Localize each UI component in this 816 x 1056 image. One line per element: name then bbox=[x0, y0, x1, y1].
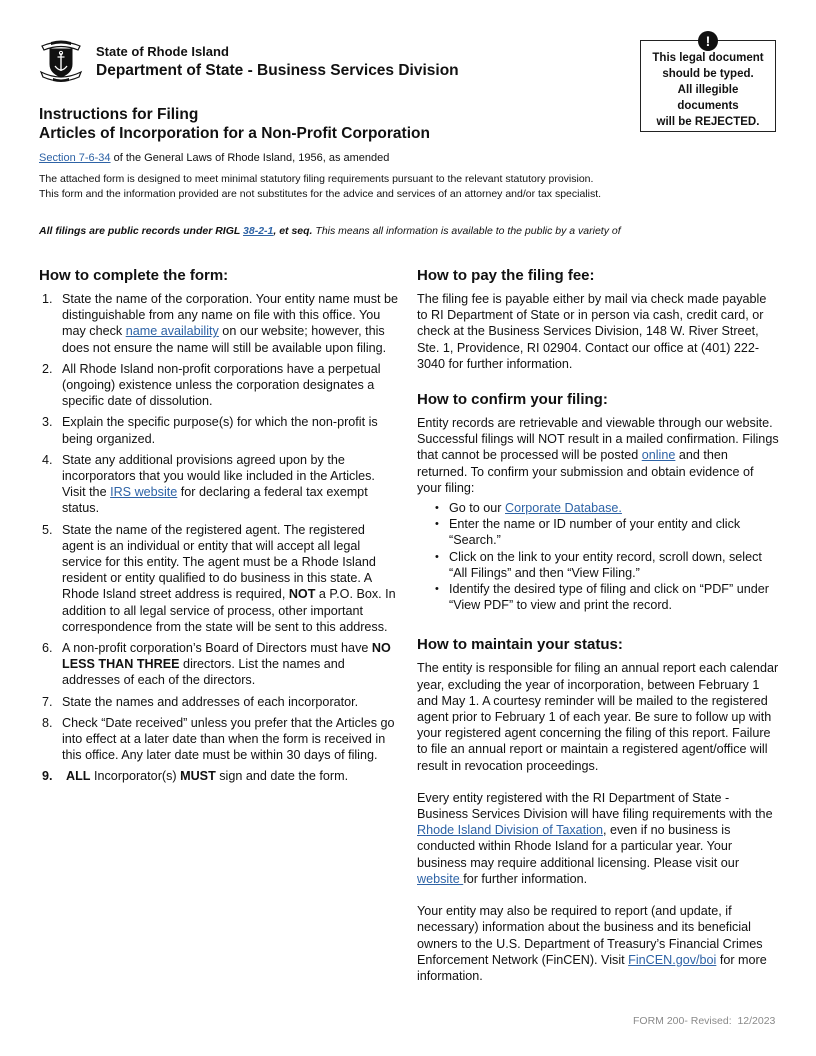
taxation-text-part: Every entity registered with the RI Department of State - Business Services Division will have filing requirements with the bbox=[417, 790, 773, 822]
step-number: 9. bbox=[42, 769, 53, 784]
statute-reference bbox=[39, 151, 389, 165]
step-text: Check “Date received” unless you prefer that the Articles go into effect at a later date than when the form is received in this office. Any later date must be within 30 days of filing. bbox=[62, 715, 395, 763]
emphasis-must: MUST bbox=[180, 769, 216, 784]
step-item bbox=[39, 522, 399, 635]
online-link[interactable]: online bbox=[641, 448, 676, 463]
step-item bbox=[39, 452, 399, 517]
section-heading-pay-fee: How to pay the filing fee: bbox=[417, 267, 595, 284]
step-number: 5. bbox=[42, 522, 53, 537]
section-heading-maintain-status: How to maintain your status: bbox=[417, 636, 623, 654]
confirm-filing-section bbox=[417, 390, 779, 613]
bullet-item: • Click on the link to your entity record, scroll down, select “All Filings” and then “View Filing.” bbox=[417, 549, 779, 581]
disclaimer-line-2: This form and the information provided are not substitutes for the advice and services of an attorney and/or tax specialist. bbox=[39, 188, 602, 200]
form-revision-footer: FORM 200- Revised: 12/2023 bbox=[633, 1015, 776, 1027]
bullet-item: • Identify the desired type of filing and click on “PDF” under “View PDF” to view and print the record. bbox=[417, 581, 779, 613]
bullet-text: Go to our bbox=[449, 501, 506, 516]
step-item bbox=[39, 715, 399, 764]
pay-fee-text: The filing fee is payable either by mail via check made payable to RI Department of State or in person via cash, credit card, or check at the Business Services Division, 148 W. River Street, Ste. 1, Providence, RI 02904. Contact our office at (401) 222-3040 for further information. bbox=[417, 292, 767, 371]
warning-line: All illegible bbox=[677, 84, 739, 96]
et-seq: , et seq. bbox=[273, 225, 313, 237]
step-text: All Rhode Island non-profit corporations have a perpetual (ongoing) existence unless the corporation designates a specific date of dissolution. bbox=[62, 361, 381, 409]
rigl-38-2-1-link[interactable]: 38-2-1 bbox=[243, 225, 274, 237]
ri-division-of-taxation-link[interactable]: Rhode Island Division of Taxation bbox=[417, 823, 603, 838]
fincen-text bbox=[417, 903, 779, 984]
instruction-steps bbox=[39, 291, 399, 785]
step-item bbox=[39, 414, 399, 446]
public-records-bold: All filings are public records under RIGL bbox=[39, 225, 244, 237]
header bbox=[96, 44, 459, 81]
step-text: Incorporator(s) bbox=[90, 769, 181, 784]
step-number: 7. bbox=[42, 694, 53, 709]
warning-line: will be REJECTED. bbox=[656, 116, 760, 128]
step-text: on our website; however, this does not ensure the name will still be available upon filing. bbox=[62, 324, 387, 355]
department-name: Department of State - Business Services Division bbox=[96, 62, 459, 79]
step-text: sign and date the form. bbox=[215, 769, 349, 784]
confirm-text: and then returned. To confirm your submission and obtain evidence of your filing: bbox=[417, 448, 754, 495]
emphasis-not: NOT bbox=[288, 587, 316, 602]
annual-report-text: The entity is responsible for filing an annual report each calendar year, excluding the year of incorporation, between February 1 and May 1. A courtesy reminder will be mailed to the registered agent prior to February 1 of each year. Be sure to follow up with your registered agent concerning the filing of this report. Failure to file an annual report or maintain a registered agent/office will result in revocation proceedings. bbox=[417, 661, 779, 773]
step-text: State the name of the registered agent. The registered agent is an individual or entity that will accept all legal service for this entity. The agent must be a Rhode Island resident or entity qualified to do business in this state. A Rhode Island street address is required, bbox=[62, 522, 376, 602]
disclaimer-line-1: The attached form is designed to meet minimal statutory filing requirements pursuant to the relevant statutory provision. bbox=[39, 173, 594, 185]
emphasis-all: ALL bbox=[66, 769, 91, 784]
statute-text: of the General Laws of Rhode Island, 1956, as amended bbox=[110, 152, 390, 164]
bullet-item: • Enter the name or ID number of your entity and click “Search.” bbox=[417, 516, 779, 548]
step-text: State any additional provisions agreed upon by the incorporators that you would like included in the Articles. Visit the bbox=[62, 452, 375, 500]
section-7-6-34-link[interactable]: Section 7-6-34 bbox=[39, 152, 111, 164]
website-link[interactable]: website bbox=[417, 871, 464, 886]
confirm-filing-text bbox=[417, 415, 779, 496]
state-name: State of Rhode Island bbox=[96, 44, 229, 59]
name-availability-link[interactable]: name availability bbox=[125, 324, 219, 339]
step-item bbox=[39, 291, 399, 356]
section-heading-complete-form: How to complete the form: bbox=[39, 267, 229, 284]
public-records-notice bbox=[39, 224, 621, 239]
exclamation-icon: ! bbox=[698, 31, 718, 51]
state-seal-icon bbox=[38, 38, 84, 82]
fincen-boi-link[interactable]: FinCEN.gov/boi bbox=[628, 952, 717, 967]
warning-line: documents bbox=[677, 100, 739, 112]
right-column bbox=[417, 266, 779, 984]
maintain-status-section bbox=[417, 635, 779, 984]
taxation-text-part: for further information. bbox=[463, 871, 588, 886]
step-item bbox=[39, 640, 399, 689]
step-text: directors. List the names and addresses of each of the directors. bbox=[62, 657, 345, 688]
step-item bbox=[39, 694, 399, 710]
step-text: State the names and addresses of each incorporator. bbox=[62, 694, 359, 709]
page-title bbox=[39, 105, 430, 143]
bullet-item bbox=[417, 500, 779, 516]
title-line-1: Instructions for Filing bbox=[39, 106, 199, 123]
step-number: 3. bbox=[42, 415, 53, 430]
section-heading-confirm-filing: How to confirm your filing: bbox=[417, 391, 608, 409]
irs-website-link[interactable]: IRS website bbox=[110, 485, 178, 500]
emphasis-no-less-than-three: NO LESS THAN THREE bbox=[62, 641, 391, 672]
taxation-text-part: , even if no business is conducted within Rhode Island for a particular year. Your business may require additional licensing. Please visit our bbox=[417, 823, 740, 870]
corporate-database-link[interactable]: Corporate Database. bbox=[505, 501, 622, 516]
step-number: 6. bbox=[42, 641, 53, 656]
step-text: A non-profit corporation’s Board of Directors must have bbox=[62, 641, 372, 656]
title-line-2: Articles of Incorporation for a Non-Profit Corporation bbox=[39, 125, 430, 142]
public-records-text: This means all information is available to the public by a variety of bbox=[312, 225, 621, 237]
confirm-steps bbox=[417, 500, 779, 613]
taxation-text bbox=[417, 790, 779, 887]
step-number: 8. bbox=[42, 715, 53, 730]
complete-form-section bbox=[39, 266, 399, 790]
warning-line: should be typed. bbox=[662, 68, 754, 80]
step-text: State the name of the corporation. Your entity name must be distinguishable from any name on file with this office. You may check bbox=[62, 292, 399, 339]
warning-line: This legal document bbox=[652, 52, 764, 64]
step-number: 4. bbox=[42, 452, 53, 467]
confirm-text: Entity records are retrievable and viewable through our website. Successful filings will NOT result in a mailed confirmation. Filings that cannot be processed will be posted bbox=[417, 416, 779, 463]
disclaimer bbox=[39, 172, 779, 202]
step-number: 1. bbox=[42, 292, 53, 306]
pay-fee-section bbox=[417, 266, 779, 372]
step-item bbox=[39, 768, 399, 784]
legal-warning-box bbox=[640, 33, 776, 132]
step-text: a P.O. Box. In addition to all legal service of process, other important correspondence from the state will be sent to this address. bbox=[62, 587, 396, 634]
step-item bbox=[39, 361, 399, 410]
step-text: for declaring a federal tax exempt status. bbox=[62, 485, 368, 516]
step-number: 2. bbox=[42, 361, 53, 376]
fincen-text-part: Your entity may also be required to report (and update, if necessary) information about the business and its beneficial owners to the U.S. Department of Treasury’s Financial Crimes Enforcement Network (FinCEN). Visit bbox=[417, 904, 763, 967]
fincen-text-part: for more information. bbox=[417, 952, 767, 983]
step-text: Explain the specific purpose(s) for which the non-profit is being organized. bbox=[62, 415, 378, 446]
